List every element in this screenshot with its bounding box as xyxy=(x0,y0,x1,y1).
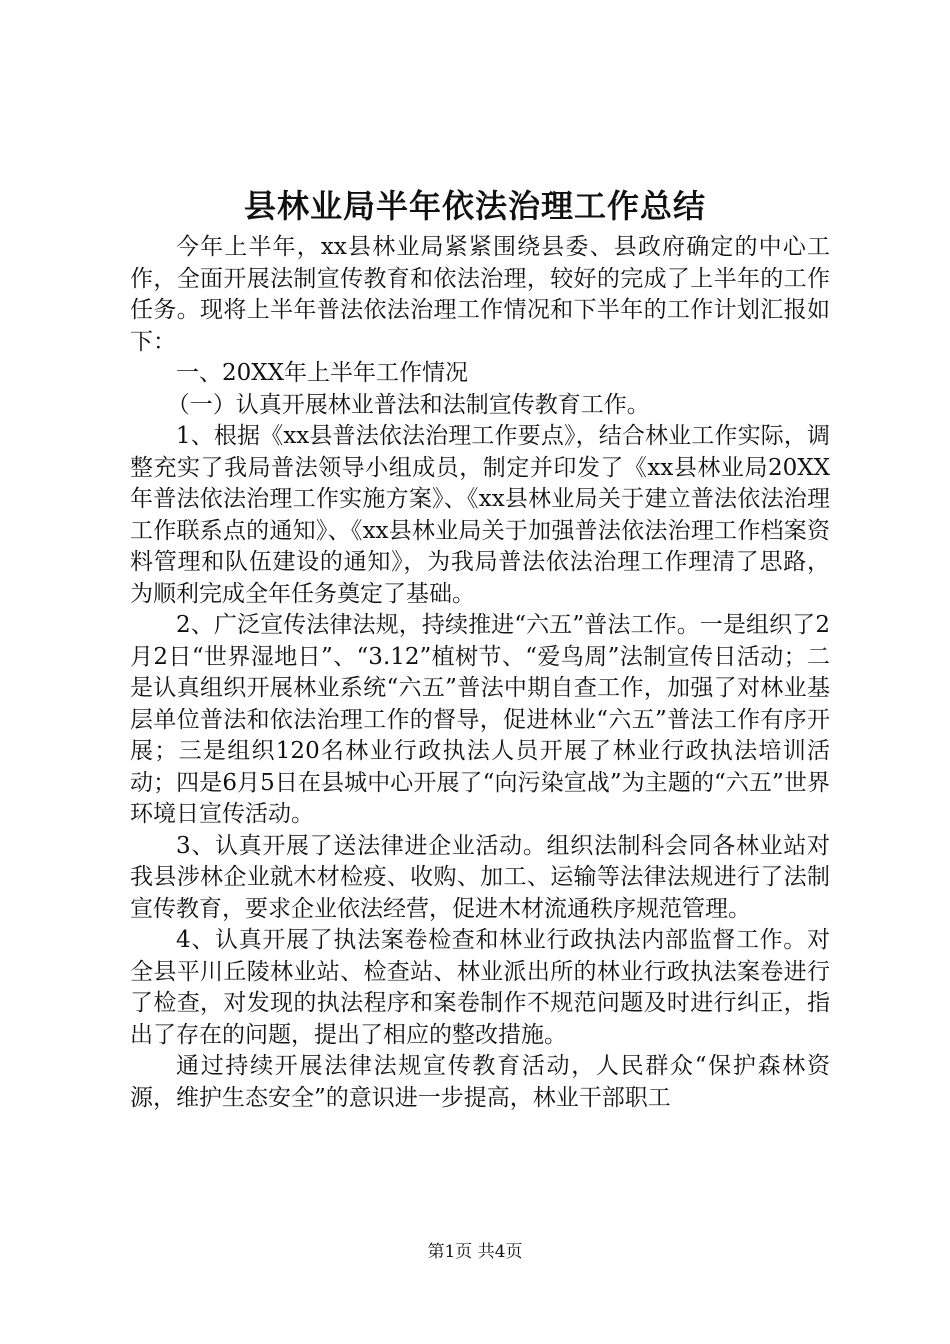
intro-paragraph: 今年上半年，xx县林业局紧紧围绕县委、县政府确定的中心工作，全面开展法制宣传教育和依法治理，较好的完成了上半年的工作任务。现将上半年普法依法治理工作情况和下半年的工作计划汇报如下： xyxy=(130,234,830,355)
document-body xyxy=(130,232,830,1114)
page-footer: 第1页 共4页 xyxy=(427,1242,523,1262)
body-paragraph: 4、认真开展了执法案卷检查和林业行政执法内部监督工作。对全县平川丘陵林业站、检查站、林业派出所的林业行政执法案卷进行了检查，对发现的执法程序和案卷制作不规范问题及时进行纠正，指出了存在的问题，提出了相应的整改措施。 xyxy=(130,927,830,1048)
body-paragraph: 1、根据《xx县普法依法治理工作要点》，结合林业工作实际，调整充实了我局普法领导小组成员，制定并印发了《xx县林业局20XX年普法依法治理工作实施方案》、《xx县林业局关于建立普法依法治理工作联系点的通知》、《xx县林业局关于加强普法依法治理工作档案资料管理和队伍建设的通知》，为我局普法依法治理工作理清了思路，为顺利完成全年任务奠定了基础。 xyxy=(130,423,830,607)
body-paragraph: 3、认真开展了送法律进企业活动。组织法制科会同各林业站对我县涉林企业就木材检疫、收购、加工、运输等法律法规进行了法制宣传教育，要求企业依法经营，促进木材流通秩序规范管理。 xyxy=(130,832,830,922)
subsection-heading: （一）认真开展林业普法和法制宣传教育工作。 xyxy=(166,391,650,418)
document-title: 县林业局半年依法治理工作总结 xyxy=(243,187,706,225)
section-heading: 一、20XX年上半年工作情况 xyxy=(176,360,469,386)
body-paragraph: 2、广泛宣传法律法规，持续推进“六五”普法工作。一是组织了2月2日“世界湿地日”、“3.12”植树节、“爱鸟周”法制宣传日活动；二是认真组织开展林业系统“六五”普法中期自查工作，加强了对林业基层单位普法和依法治理工作的督导，促进林业“六五”普法工作有序开展；三是组织120名林业行政执法人员开展了林业行政执法培训活动；四是6月5日在县城中心开展了“向污染宣战”为主题的“六五”世界环境日宣传活动。 xyxy=(130,612,830,827)
body-paragraph: 通过持续开展法律法规宣传教育活动，人民群众“保护森林资源，维护生态安全”的意识进一步提高，林业干部职工 xyxy=(130,1053,830,1111)
